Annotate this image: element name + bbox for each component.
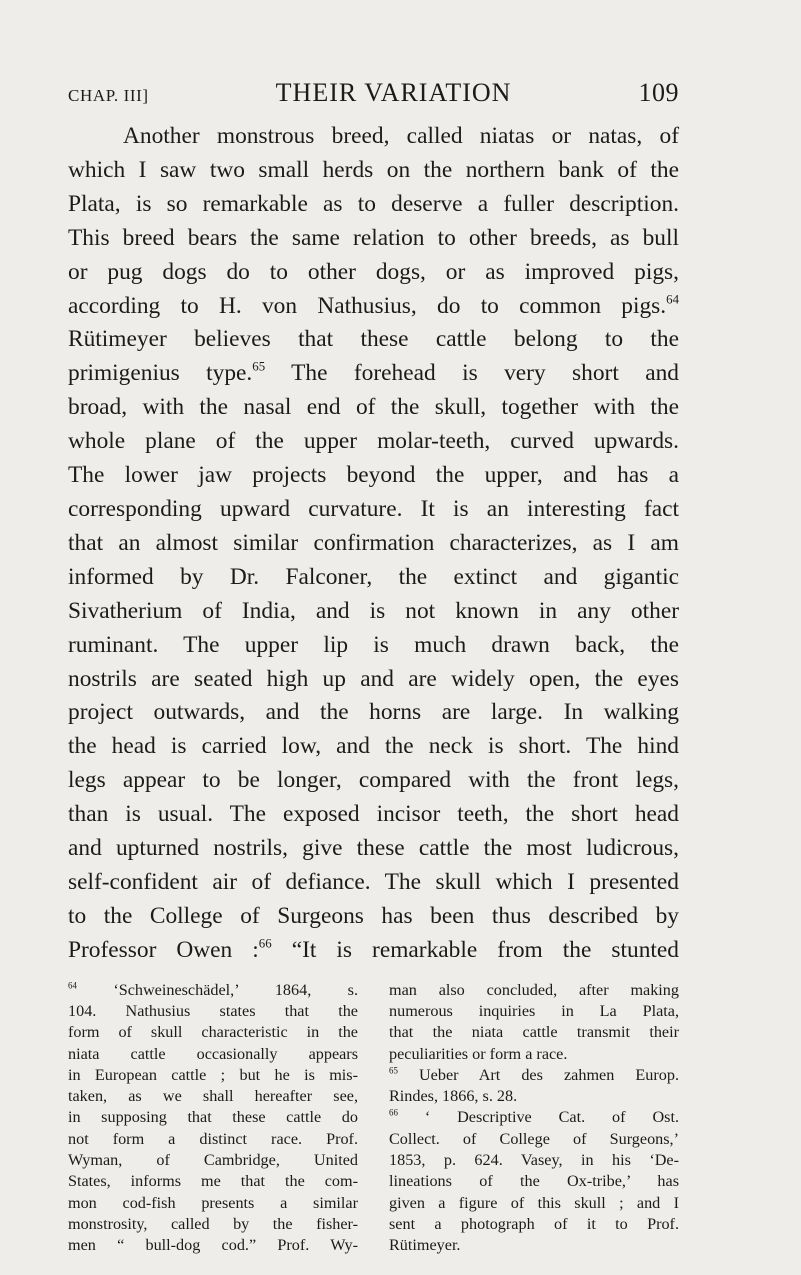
footnote-line: that the niata cattle transmit their (389, 1023, 679, 1042)
footnote-line: Collect. of College of Surgeons,’ (389, 1129, 679, 1148)
footnote-number: 65 (389, 1065, 398, 1076)
text-line: broad, with the nasal end of the skull, together with the (68, 394, 679, 421)
text-line: Rütimeyer believes that these cattle belong to the (68, 326, 679, 353)
footnote-line: not form a distinct race. Prof. (68, 1129, 358, 1148)
book-page (68, 78, 679, 1257)
text-line: ruminant. The upper lip is much drawn back, the (68, 631, 679, 658)
footnote-ref: 66 (258, 936, 272, 951)
text-fragment: “It is remarkable from the stunted (291, 936, 679, 963)
footnote-line: niata cattle occasionally appears (68, 1044, 358, 1063)
footnote-line: 1853, p. 624. Vasey, in his ‘De- (389, 1151, 679, 1170)
footnote-line: Rütimeyer. (389, 1236, 461, 1255)
running-header (68, 78, 679, 118)
text-line: whole plane of the upper molar-teeth, curved upwards. (68, 428, 679, 455)
footnote-line: mon cod-fish presents a similar (68, 1193, 358, 1212)
text-line: that an almost similar confirmation characterizes, as I am (68, 529, 679, 556)
footnote-line: monstrosity, called by the fisher- (68, 1214, 358, 1233)
footnote-number: 66 (389, 1107, 398, 1118)
text-line: and upturned nostrils, give these cattle the most ludicrous, (68, 835, 679, 862)
text-fragment: The forehead is very short and (265, 360, 679, 387)
footnote-line: Wyman, of Cambridge, United (68, 1151, 358, 1170)
text-fragment: Professor Owen : (68, 936, 259, 963)
text-line: corresponding upward curvature. It is an interesting fact (68, 495, 679, 522)
footnote-line (389, 1065, 679, 1086)
footnote-line: in European cattle ; but he is mis- (68, 1065, 358, 1084)
text-fragment: ‘Schweineschädel,’ 1864, s. (76, 980, 358, 999)
footnotes-left-column (68, 980, 358, 1257)
text-line: Plata, is so remarkable as to deserve a fuller description. (68, 190, 679, 217)
footnote-line: in supposing that these cattle do (68, 1108, 358, 1127)
footnote-line: taken, as we shall hereafter see, (68, 1087, 358, 1106)
text-line: nostrils are seated high up and are widely open, the eyes (68, 665, 679, 692)
text-line (68, 357, 679, 391)
footnote-line: lineations of the Ox-tribe,’ has (389, 1172, 679, 1191)
page-number: 109 (638, 78, 679, 107)
footnote-number: 64 (68, 979, 77, 990)
footnote-line (68, 980, 358, 1001)
text-fragment: Ueber Art des zahmen Europ. (397, 1065, 679, 1084)
text-line (68, 290, 679, 324)
text-line: self-confident air of defiance. The skull which I presented (68, 868, 679, 895)
text-line: The lower jaw projects beyond the upper, and has a (68, 462, 679, 489)
footnote-line: man also concluded, after making (389, 980, 679, 999)
text-line: which I saw two small herds on the northern bank of the (68, 156, 679, 183)
text-line: legs appear to be longer, compared with the front legs, (68, 767, 679, 794)
text-fragment: according to H. von Nathusius, do to common pigs. (68, 292, 667, 319)
footnote-ref: 65 (252, 359, 266, 374)
text-line: informed by Dr. Falconer, the extinct and gigantic (68, 563, 679, 590)
footnote-line: form of skull characteristic in the (68, 1023, 358, 1042)
footnote-line: numerous inquiries in La Plata, (389, 1001, 679, 1020)
text-line: project outwards, and the horns are large. In walking (68, 699, 679, 726)
text-fragment: ‘ Descriptive Cat. of Ost. (397, 1108, 679, 1127)
text-line: This breed bears the same relation to other breeds, as bull (68, 224, 679, 251)
text-line (68, 934, 679, 968)
footnotes (68, 980, 679, 1257)
footnote-line: given a figure of this skull ; and I (389, 1193, 679, 1212)
footnote-line (389, 1107, 679, 1128)
footnote-ref: 64 (666, 291, 679, 306)
text-fragment: primigenius type. (68, 360, 253, 387)
text-line: or pug dogs do to other dogs, or as improved pigs, (68, 258, 679, 285)
chapter-label: CHAP. III] (68, 86, 149, 105)
footnote-line: States, informs me that the com- (68, 1172, 358, 1191)
text-line: the head is carried low, and the neck is short. The hind (68, 733, 679, 760)
footnote-line: 104. Nathusius states that the (68, 1001, 358, 1020)
text-line: to the College of Surgeons has been thus described by (68, 902, 679, 929)
text-line: than is usual. The exposed incisor teeth, the short head (68, 801, 679, 828)
text-line: Sivatherium of India, and is not known in any other (68, 597, 679, 624)
footnote-line: sent a photograph of it to Prof. (389, 1214, 679, 1233)
text-line: Another monstrous breed, called niatas or natas, of (123, 123, 679, 149)
footnote-line: peculiarities or form a race. (389, 1044, 568, 1063)
page-title: THEIR VARIATION (275, 78, 512, 107)
footnote-line: Rindes, 1866, s. 28. (389, 1087, 518, 1106)
body-text (68, 120, 679, 968)
footnote-line: men “ bull-dog cod.” Prof. Wy- (68, 1236, 358, 1255)
footnotes-right-column (389, 980, 679, 1257)
